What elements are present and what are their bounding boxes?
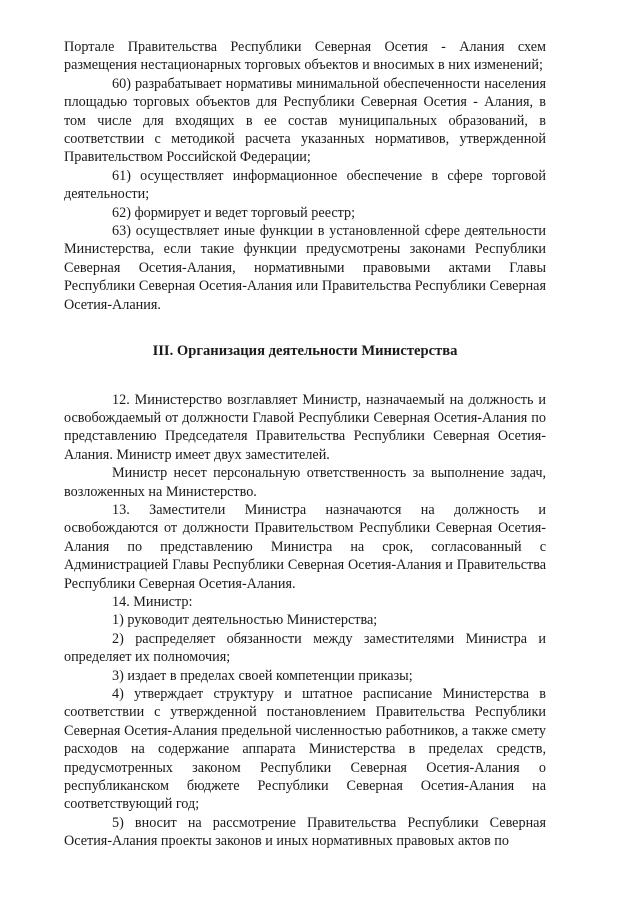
- paragraph-63: 63) осуществляет иные функции в установленной сфере деятельности Министерства, если такие функции предусмотрены законами Республики Северная Осетия-Алания, нормативными правовыми актами Главы Республики Северная Осетия-Алания или Правительства Республики Северная Осетия-Алания.: [64, 223, 546, 313]
- paragraph-14-2: 2) распределяет обязанности между заместителями Министра и определяет их полномочия;: [64, 630, 546, 666]
- paragraph-61: 61) осуществляет информационное обеспечение в сфере торговой деятельности;: [64, 167, 546, 203]
- paragraph-62: 62) формирует и ведет торговый реестр;: [112, 204, 356, 221]
- paragraph-14-3: 3) издает в пределах своей компетенции приказы;: [112, 667, 413, 684]
- paragraph-continuation: Портале Правительства Республики Северная Осетия - Алания схем размещения нестационарных торговых объектов и вносимых в них изменений;: [64, 39, 546, 74]
- paragraph-14-1: 1) руководит деятельностью Министерства;: [112, 612, 378, 629]
- paragraph-13: 13. Заместители Министра назначаются на должность и освобождаются от должности Правительством Республики Северная Осетия-Алания по представлению Министра на срок, согласованный с Администрацией Главы Республики Северная Осетия-Алания и Правительства Республики Северная Осетия-Алания.: [64, 501, 546, 592]
- paragraphs-before-section: [64, 38, 546, 314]
- paragraph-60: 60) разрабатывает нормативы минимальной обеспеченности населения площадью торговых объектов для Республики Северная Осетия - Алания, в том числе для входящих в ее состав муниципальных образований, в соответствии с методикой расчета указанных нормативов, утвержденной Правительством Российской Федерации;: [64, 75, 546, 166]
- paragraph-14-5: 5) вносит на рассмотрение Правительства Республики Северная Осетия-Алания проекты законов и иных нормативных правовых актов по: [64, 814, 546, 850]
- paragraph-12: 12. Министерство возглавляет Министр, назначаемый на должность и освобождаемый от должности Главой Республики Северная Осетия-Алания по представлению Председателя Правительства Республики Северная Осетия-Алания. Министр имеет двух заместителей.: [64, 391, 546, 463]
- section-heading: III. Организация деятельности Министерства: [152, 343, 458, 360]
- paragraph-12-responsibility: Министр несет персональную ответственность за выполнение задач, возложенных на Министерство.: [64, 465, 546, 500]
- paragraph-14: 14. Министр:: [112, 593, 193, 610]
- paragraph-14-4: 4) утверждает структуру и штатное расписание Министерства в соответствии с утвержденной постановлением Правительства Республики Северная Осетия-Алания предельной численностью работников, а также смету расходов на содержание аппарата Министерства в пределах средств, предусмотренных законом Республики Северная Осетия-Алания о республиканском бюджете Республики Северная Осетия-Алания на соответствующий год;: [64, 686, 546, 813]
- document-page: [64, 38, 546, 851]
- paragraphs-after-section: [64, 391, 546, 851]
